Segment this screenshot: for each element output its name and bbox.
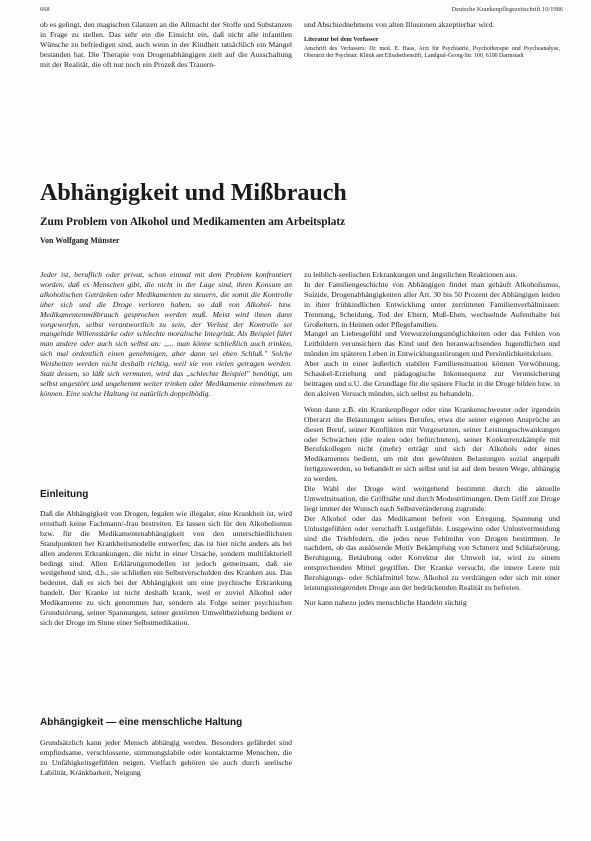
literature-heading: Literatur bei dem Verfasser bbox=[304, 35, 379, 43]
paragraph: In der Familiengeschichte von Abhängigen findet man gehäuft Alkoholismus, Suizide, Drogenabhängigkeiten aller Art. 30 bis 50 Prozent der Abhängigen leiden in ihrer frühkindlichen Entwicklung unter zerrütteten Familienverhältnissen: Trennung, Scheidung, Tod der Eltern, Muß-Ehen, wechselnde Aufenthalte bei Großeltern, in Heimen oder Pflegefamilien. bbox=[304, 279, 560, 329]
previous-article-end bbox=[304, 20, 560, 61]
paragraph: Die Wahl der Droge wird weitgehend bestimmt durch die aktuelle Umweltsituation, die Griffnähe und durch Modeströmungen. Dem Griff zur Droge liegt immer der Wunsch nach Selbstveränderung zugrunde. bbox=[304, 484, 560, 513]
article-title: Abhängigkeit und Mißbrauch bbox=[40, 180, 347, 206]
author-address: Anschrift des Verfassers: Dr. med. E. Haas, Arzt für Psychiatrie, Psychotherapie und Psychoanalyse, Oberarzt der Psychiatr. Klinik am Elisabethenstift, Landgraf-Georg-Str. 100, 6100 Darmstadt bbox=[304, 45, 560, 60]
article-author: Von Wolfgang Münster bbox=[40, 236, 120, 245]
section-text-abhaengigkeit: Grundsätzlich kann jeder Mensch abhängig werden. Besonders gefährdet sind empfindsame, verschlossene, stimmungslabile oder kontaktarme Menschen, die zu Unfähigkeitsgefühlen neigen. Vielfach gehören sie auch durch seelische Labilität, Kränkbarkeit, Neigung bbox=[40, 738, 292, 777]
article-lead: Jeder ist, beruflich oder privat, schon einmal mit dem Problem konfrontiert worden, daß es Menschen gibt, die nicht in der Lage sind, ihren Konsum an alkoholischen Getränken oder Medikamenten zu steuern, die somit die Kontrolle über sich und die Droge verloren haben, so daß von Alkohol- bzw. Medikamentenmißbrauch gesprochen werden muß. Meist wird ihnen dann vorgeworfen, selbst verantwortlich zu sein, der Verlust der Kontrolle sei mangelnde Willensstärke oder schlechte moralische Integrität. Als Beispiel führt man andere oder auch sich selbst an: ,,... man könne schließlich auch trinken, sich mal ordentlich einen genehmigen, aber dann sei eben Schluß." Solche Weisheiten werden nicht deshalb richtig, weil sie von vielen getragen werden. Statt dessen, so läßt sich vermuten, wird das ,,schlechte Beispiel" benötigt, um selbst ungestört und ungehemmt weiter trinken oder Medikamente einnehmen zu können. Eine solche Haltung ist natürlich doppelbödig. bbox=[40, 270, 292, 398]
section-heading-einleitung: Einleitung bbox=[40, 489, 89, 500]
paragraph: Der Alkohol oder das Medikament befreit von Erregung, Spannung und Unlustgefühlen oder verschafft Lustgefühle. Lustgewinn oder Unlustvermeidung sind die Triebfedern, die jedes neue Fehlreihn von Drogen bestimmen. Je nachdem, ob das auslösende Motiv Bekämpfung von Schmerz und Schlafstörung, Beruhigung, Betäubung oder Korrektur der Umwelt ist, wird zu einem entsprechenden Mittel gegriffen. Der Kranke versucht, die innere Leere mit Beruhigungs- oder Schlafmittel bzw. Alkohol zu verdrängen oder sich mit einer leistungssteigernden Droge aus der bedrückenden Realität zu befreien. bbox=[304, 513, 560, 593]
article-subtitle: Zum Problem von Alkohol und Medikamenten am Arbeitsplatz bbox=[40, 216, 346, 228]
journal-header: Deutsche Krankenpflegezeitschrift 10/1986 bbox=[451, 6, 563, 13]
paragraph: Nur kann nahezu jedes menschliche Handeln süchtig bbox=[304, 598, 467, 607]
paragraph: Mangel an Liebesgefühl und Verwurzelungsmöglichkeiten oder das Fehlen von Leitbildern verunsichern das Kind und den heranwachsenden Jugendlichen und münden im späteren Leben in Entwicklungsstörungen und Persönlichkeitskrisen. bbox=[304, 329, 560, 359]
section-heading-abhaengigkeit: Abhängigkeit — eine menschliche Haltung bbox=[40, 717, 243, 728]
page-number: 668 bbox=[40, 6, 50, 13]
previous-article-continuation: ob es gelingt, den magischen Glanzen an die Allmacht der Stoffe und Substanzen in Frage zu stellen. Das sehr ein die Einsicht ein, daß nicht alle infantilen Wünsche zu befriedigen sind, auch wenn in der Kindheit tatsächlich ein Mangel bestanden hat. Die Therapie von Drogenabhängigen zielt auf die Ausschaltung mit der Realität, die oft nur noch ein Prozeß des Trauern- bbox=[40, 20, 292, 69]
paragraph: zu leiblich-seelischen Erkrankungen und ängstlichen Reaktionen aus. bbox=[304, 270, 518, 279]
previous-article-last-lines: und Abschiednehmens von alten Illusionen akzeptierbar wird. bbox=[304, 20, 495, 29]
paragraph: Aber auch in einer äußerlich stabilen Familiensituation können Verwöhnung, Schaukel-Erziehung und pädagogische Inkonsequenz zur Verunsicherung beitragen und u.U. die Grundlage für die spätere Flucht in die Droge bilden bzw. in den aktiven Versuch münden, sich selbst zu behandeln. bbox=[304, 359, 560, 398]
paragraph: Wenn dann z.B. ein Krankenpfleger oder eine Krankenschwester oder irgendein Oberarzt die Belastungen seines Berufes, etwa die seiner eigenen Ansprüche an diesen Beruf, seiner Konflikten mit Vorgesetzten, seiner Leistungsschwankungen oder Schwächen (die realen oder befürchteten), seiner Konkurrenzkämpfe mit Berufskollegen nicht (mehr) erträgt und sich der Alkohols oder eines Medikamentes bedient, um mit den gewöhnten Belastungen sozial angepaßt fertigzuwerden, so behandelt er sich selbst und ist auf dem besten Wege, abhängig zu werden. bbox=[304, 404, 560, 484]
article-right-column bbox=[304, 270, 560, 608]
section-text-einleitung: Daß die Abhängigkeit von Drogen, legalen wie illegaler, eine Krankheit ist, wird ernsthaft keine Fachmann/-frau bestreiten. Es lassen sich für den Alkoholismus bzw. für die Medikamentenabhängigkeit von den unterschiedlichsten Standpunkten her Krankheitsmodelle entwerfen; das ist hier nicht anders als bei allen anderen Erkrankungen, die nicht in einer Ursache, sondern multifaktoriell bedingt sind. Allen Erklärungsmodellen ist jedoch gemeinsam, daß sie weitgehend sind, d.h., sie schließen ein Selbstverschulden des Kranken aus. Das bedeutet, daß es sich bei der Abhängigkeit um eine psychische Erkrankung handelt. Der Kranke ist nicht deshalb krank, weil er zuviel Alkohol oder Medikamente zu sich genommen hat, sondern als Folge seiner psychischen Grundstörung, seiner Spannungen, seiner gestörten Umweltbeziehung bedient er sich der Droge im Sinne einer Selbstmedikation. bbox=[40, 509, 292, 627]
